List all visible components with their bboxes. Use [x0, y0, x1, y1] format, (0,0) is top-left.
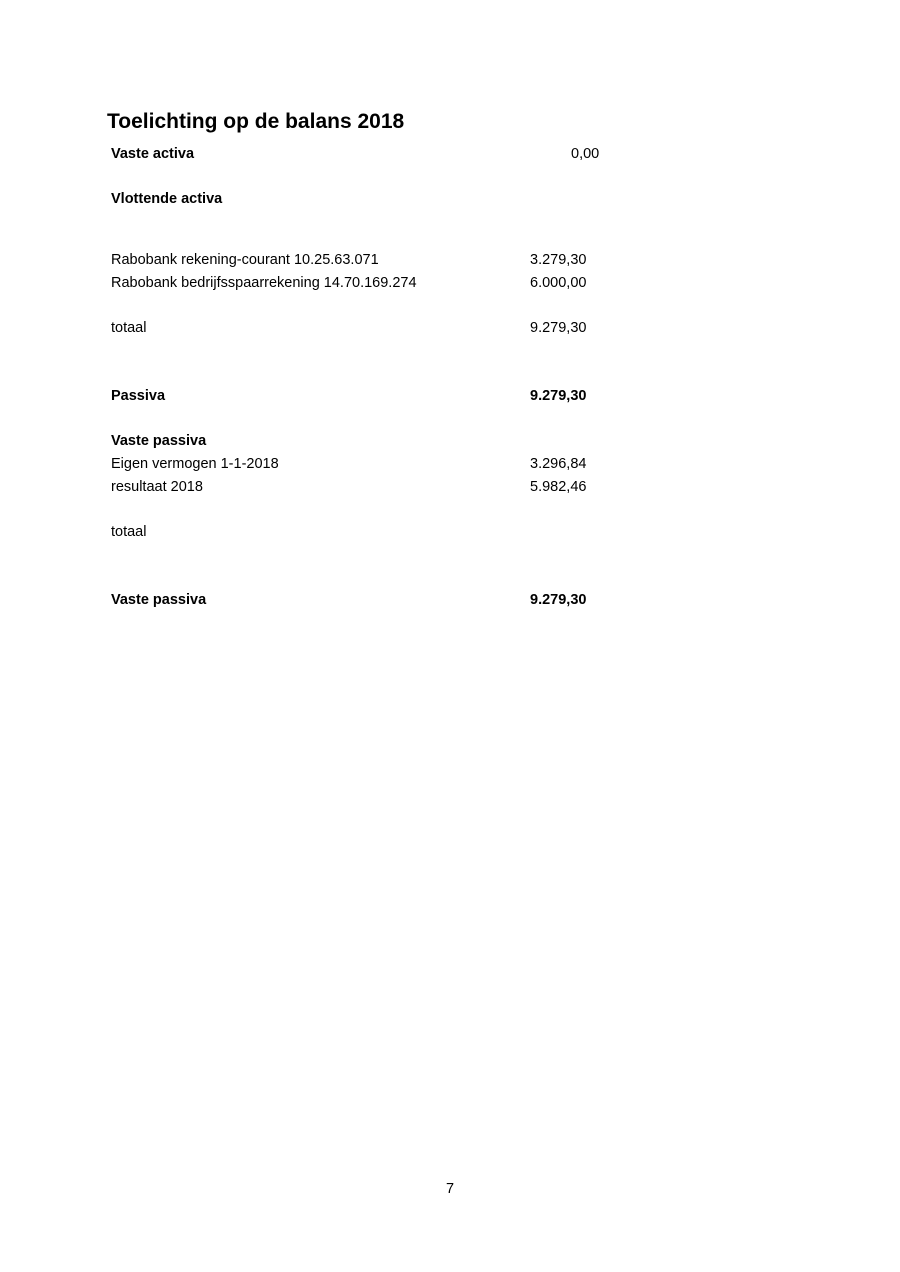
line-item-amount: 3.296,84	[530, 456, 587, 472]
vaste-passiva-summary-amount: 9.279,30	[530, 592, 587, 608]
vlottende-activa-heading: Vlottende activa	[111, 191, 223, 207]
line-item-label: Eigen vermogen 1-1-2018	[111, 456, 279, 472]
vlottende-activa-total-label: totaal	[111, 320, 147, 336]
vlottende-activa-total-amount: 9.279,30	[530, 320, 587, 336]
line-item-label: Rabobank rekening-courant 10.25.63.071	[111, 252, 379, 268]
line-item-label: resultaat 2018	[111, 479, 203, 495]
line-item-label: Rabobank bedrijfsspaarrekening 14.70.169.274	[111, 275, 417, 291]
vaste-passiva-heading: Vaste passiva	[111, 433, 207, 449]
page-number: 7	[445, 1181, 455, 1197]
page-title: Toelichting op de balans 2018	[107, 110, 405, 133]
line-item-amount: 5.982,46	[530, 479, 587, 495]
passiva-label: Passiva	[111, 388, 166, 404]
line-item-amount: 3.279,30	[530, 252, 587, 268]
line-item-amount: 6.000,00	[530, 275, 587, 291]
vaste-passiva-summary-label: Vaste passiva	[111, 592, 207, 608]
passiva-amount: 9.279,30	[530, 388, 587, 404]
vaste-activa-label: Vaste activa	[111, 146, 195, 162]
vaste-passiva-total-label: totaal	[111, 524, 147, 540]
vaste-activa-amount: 0,00	[571, 146, 600, 162]
